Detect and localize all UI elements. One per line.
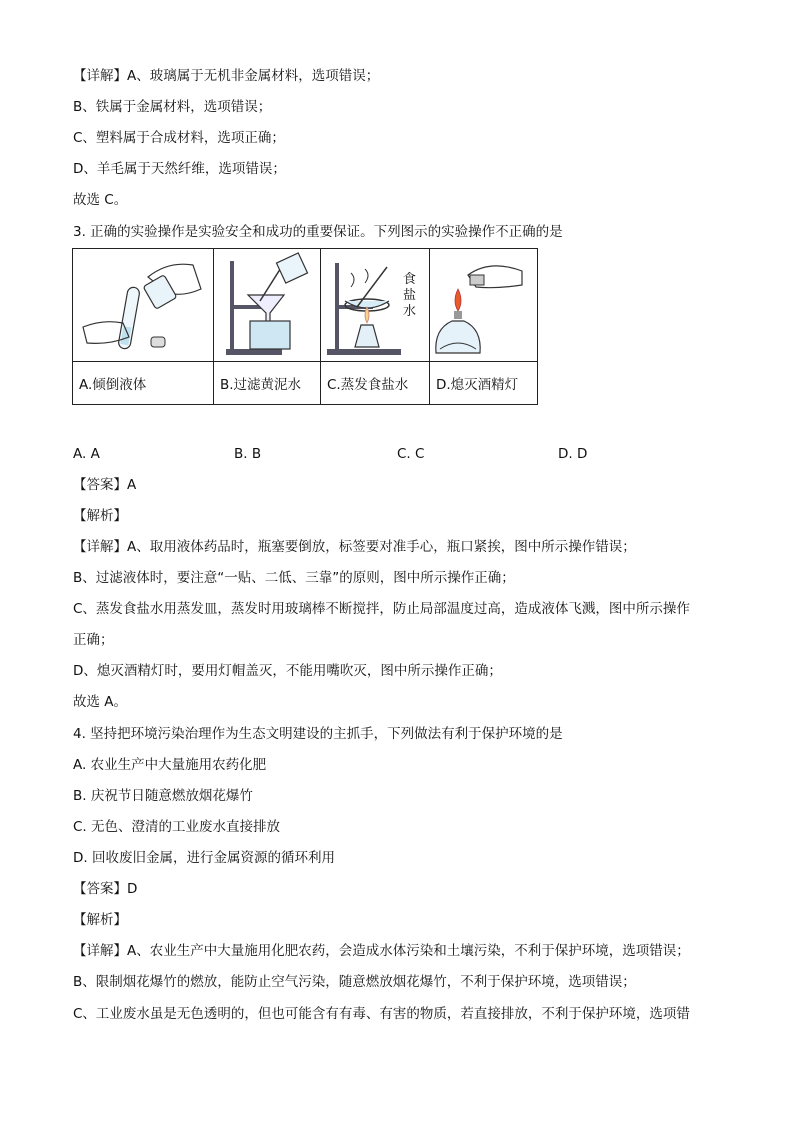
answer-label: 【答案】D [73,881,138,897]
option-b: B. B [234,446,262,462]
figure-extinguish-lamp [430,249,538,362]
option-c: C. C [397,446,425,462]
figure-filtration [214,249,321,362]
text-line: C、工业废水虽是无色透明的，但也可能含有有毒、有害的物质，若直接排放，不利于保护环境，选项错 [73,1006,690,1022]
figure-pour-liquid [73,249,214,362]
salt-label-3: 水 [403,304,417,319]
text-line: 正确； [73,632,114,648]
salt-label-1: 食 [403,272,417,287]
text-line: 【详解】A、取用液体药品时，瓶塞要倒放，标签要对准手心，瓶口紧挨，图中所示操作错误； [73,539,636,555]
option-c: C. 无色、澄清的工业废水直接排放 [73,819,281,835]
salt-label-2: 盐 [403,288,417,303]
question-3-stem: 3. 正确的实验操作是实验安全和成功的重要保证。下列图示的实验操作不正确的是 [73,224,563,240]
text-line: C、蒸发食盐水用蒸发皿，蒸发时用玻璃棒不断搅拌，防止局部温度过高，造成液体飞溅，图中所示操作 [73,601,690,617]
caption-b: B.过滤黄泥水 [214,362,321,405]
caption-d: D.熄灭酒精灯 [430,362,538,405]
text-line: 故选 C。 [73,192,128,208]
option-b: B. 庆祝节日随意燃放烟花爆竹 [73,788,253,804]
text-line: B、铁属于金属材料，选项错误； [73,99,272,115]
caption-a: A.倾倒液体 [73,362,214,405]
caption-c: C.蒸发食盐水 [321,362,430,405]
option-a: A. A [73,446,100,462]
option-a: A. 农业生产中大量施用农药化肥 [73,757,267,773]
analysis-label: 【解析】 [73,508,127,524]
option-d: D. D [558,446,588,462]
analysis-label: 【解析】 [73,912,127,928]
text-line: D、熄灭酒精灯时，要用灯帽盖灭，不能用嘴吹灭，图中所示操作正确； [73,663,502,679]
text-line: D、羊毛属于天然纤维，选项错误； [73,161,286,177]
text-line: 故选 A。 [73,694,128,710]
text-line: B、限制烟花爆竹的燃放，能防止空气污染，随意燃放烟花爆竹，不利于保护环境，选项错误； [73,974,636,990]
experiment-figure-table [72,248,538,405]
question-4-stem: 4. 坚持把环境污染治理作为生态文明建设的主抓手，下列做法有利于保护环境的是 [73,726,563,742]
text-line: C、塑料属于合成材料，选项正确； [73,130,285,146]
figure-evaporation [321,249,430,362]
option-d: D. 回收废旧金属，进行金属资源的循环利用 [73,850,335,866]
text-line: B、过滤液体时，要注意“一贴、二低、三靠”的原则，图中所示操作正确； [73,570,515,586]
answer-label: 【答案】A [73,477,137,493]
text-line: 【详解】A、农业生产中大量施用化肥农药，会造成水体污染和土壤污染，不利于保护环境，选项错误； [73,943,690,959]
text-line: 【详解】A、玻璃属于无机非金属材料，选项错误； [73,68,380,84]
